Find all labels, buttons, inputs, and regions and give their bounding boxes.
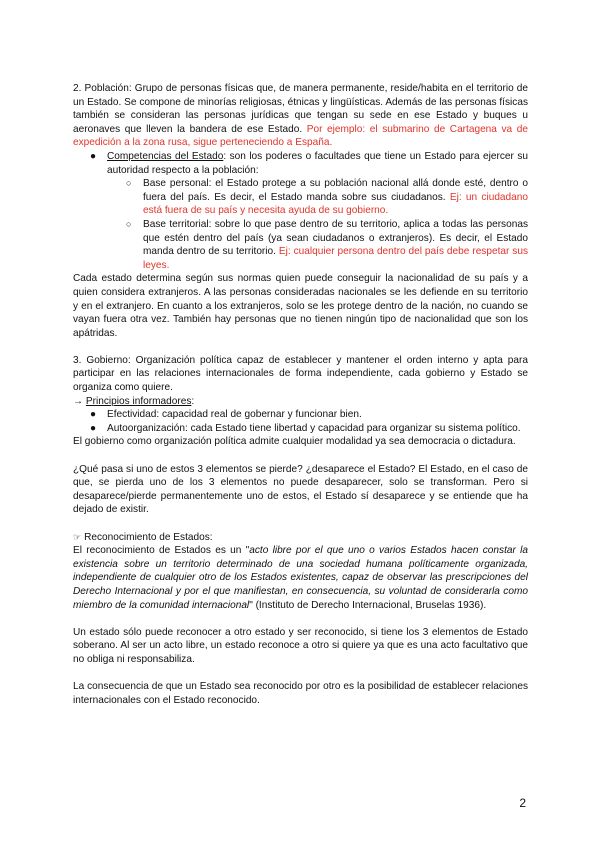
base-personal-example: Ej: un ciudadano está fuera de su país y necesita ayuda de su gobierno.	[143, 191, 529, 217]
base-territorial-text: Base territorial: sobre lo que pase dentro de su territorio, aplica a todas las personas que estén dentro del país (ya sean ciudadanos o extranjeros). Es decir, el Estado manda dentro de su territorio.	[143, 218, 528, 258]
sub-bullet-base-personal	[73, 177, 528, 218]
gobierno-paragraph	[73, 354, 528, 395]
arrow-right-icon: →	[73, 395, 84, 407]
gobierno-closing: El gobierno como organización política admite cualquier modalidad ya sea democracia o dictadura.	[73, 436, 516, 448]
bullet-dot-icon: ●	[90, 150, 97, 162]
base-territorial-example: Ej: cualquier persona dentro del país debe respetar sus leyes.	[143, 246, 529, 271]
competencias-text: : son los poderes o facultades que tiene un Estado para ejercer su autoridad respecto a la población:	[107, 150, 528, 176]
bullet-dot-icon: ●	[90, 409, 97, 421]
competencias-bullet	[73, 150, 528, 177]
nacionalidad-paragraph: Cada estado determina según sus normas quien puede conseguir la nacionalidad de su país y a quien considera extranjeros. A las personas consideradas nacionales se les defiende en su territorio y en el extranjero. En cuanto a los extranjeros, solo se les protege dentro de la nación, no cuando se vayan fuera otra vez. También hay personas que no tienen ningún tipo de nacionalidad que son los apátridas.	[73, 273, 528, 339]
reconocimiento-heading: Reconocimiento de Estados:	[84, 531, 213, 543]
principio-autoorganizacion	[73, 422, 528, 436]
reconocimiento-heading-line	[73, 531, 528, 545]
gobierno-heading: 3. Gobierno:	[73, 354, 131, 366]
efectividad-text: Efectividad: capacidad real de gobernar y funcionar bien.	[107, 409, 362, 421]
base-personal-text: Base personal: el Estado protege a su población nacional allá donde esté, dentro o fuera del país. Es decir, el Estado manda sobre sus ciudadanos.	[143, 178, 528, 203]
poblacion-text: Grupo de personas físicas que, de manera permanente, reside/habita en el territorio de un Estado. Se compone de minorías religiosas, étnicas y lingüísticas. Además de las personas físicas también se consideran las personas jurídicas que tengan su sede en ese Estado y buques u aeronaves que lleven la bandera de ese Estado.	[73, 83, 528, 135]
poblacion-heading: 2. Población:	[73, 83, 132, 94]
principio-efectividad	[73, 408, 528, 422]
principios-label: Principios informadores	[85, 395, 192, 407]
reconocimiento-quote: acto libre por el que uno o varios Estados hacen constar la existencia sobre un territorio determinado de una sociedad humana políticamente organizada, independiente de cualquier otro de los Estados existentes, capaz de observar las prescripciones del Derecho Internacional y por el que manifiestan, en consecuencia, su voluntad de considerarla como miembro de la comunidad internacional	[73, 545, 528, 611]
page-number: 2	[519, 796, 526, 810]
competencias-label: Competencias del Estado	[107, 150, 224, 162]
reconocimiento-paragraph-2: Un estado sólo puede reconocer a otro estado y ser reconocido, si tiene los 3 elementos de Estado soberano. Al ser un acto libre, un estado reconoce a otro si quiere ya que es una acto facultativo que no obliga ni responsabiliza.	[73, 626, 528, 665]
pointing-hand-icon: ☞	[73, 531, 82, 542]
bullet-dot-icon: ●	[90, 422, 97, 434]
reconocimiento-source: " (Instituto de Derecho Internacional, Bruselas 1936).	[249, 599, 487, 611]
poblacion-example: Por ejemplo: el submarino de Cartagena va de expedición a la zona rusa, sigue perteneciendo a España.	[73, 123, 528, 149]
autoorganizacion-text: Autoorganización: cada Estado tiene libertad y capacidad para organizar su sistema político.	[107, 422, 521, 434]
sub-bullet-base-territorial	[73, 218, 528, 272]
hollow-bullet-icon: ○	[126, 218, 132, 229]
poblacion-paragraph	[73, 82, 528, 150]
reconocimiento-definition: El reconocimiento de Estados es un "acto libre por el que uno o varios Estados hacen constar la existencia sobre un territorio determinado de una sociedad humana políticamente organizada, independiente de cualquier otro de los Estados existentes, capaz de observar las prescripciones del Derecho Internacional y por el que manifiestan, en consecuencia, su voluntad de considerarla como miembro de la comunidad internacional" (Instituto de Derecho Internacional, Bruselas 1936).	[73, 545, 528, 611]
reconocimiento-paragraph-3: La consecuencia de que un Estado sea reconocido por otro es la posibilidad de establecer relaciones internacionales con el Estado reconocido.	[73, 681, 528, 706]
hollow-bullet-icon: ○	[126, 178, 132, 189]
document-page	[73, 82, 528, 707]
elementos-question-paragraph: ¿Qué pasa si uno de estos 3 elementos se pierde? ¿desaparece el Estado? El Estado, en el caso de que, se pierda uno de los 3 elementos no puede desaparecer, solo se transforman. Pero si desaparece/pierde permanentemente uno de estos, el Estado sí desaparece y se entiende que ha dejado de existir.	[73, 463, 528, 516]
principios-line: → Principios informadores:	[73, 395, 195, 407]
gobierno-text: Organización política capaz de establecer y mantener el orden interno y apta para participar en las relaciones internacionales de forma independiente, cada gobierno y Estado se organiza como quiere.	[73, 354, 528, 394]
